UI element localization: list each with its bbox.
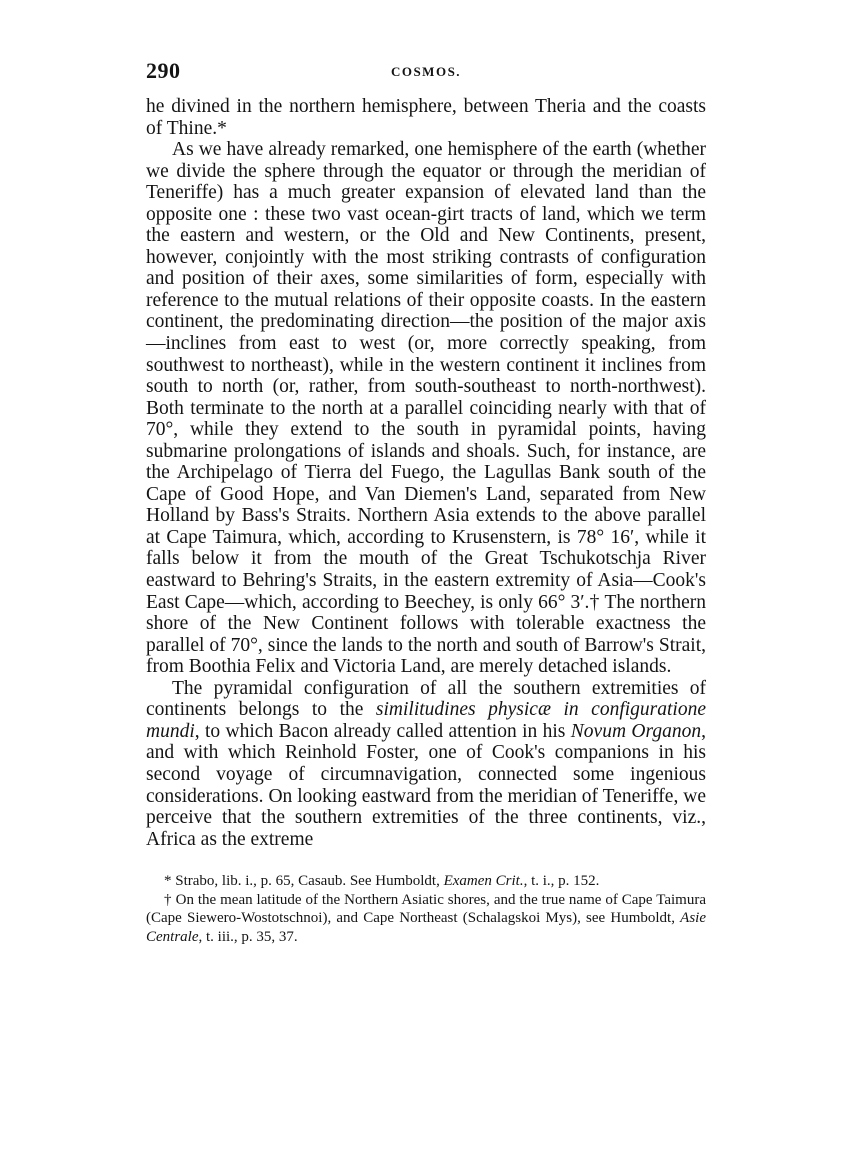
book-page <box>146 58 706 946</box>
footnote-text: * Strabo, lib. i., p. 65, Casaub. See Humboldt, <box>164 873 444 890</box>
page-number: 290 <box>146 58 181 83</box>
paragraph-text: The pyramidal configuration of all the southern extremities of continents belongs to the <box>146 677 706 721</box>
book-title: Novum Organon <box>570 720 702 742</box>
latin-phrase: similitudines physicæ in configuratione mundi <box>146 699 706 742</box>
footnotes <box>146 872 706 946</box>
paragraph: he divined in the northern hemisphere, between Theria and the coasts of Thine.* <box>146 96 706 139</box>
footnote-title: Asie Centrale <box>146 910 706 945</box>
paragraph <box>146 678 706 850</box>
footnote-text: , t. i., p. 152. <box>523 873 600 890</box>
footnote <box>146 891 706 947</box>
paragraph: As we have already remarked, one hemisphere of the earth (whether we divide the sphere through the equator or through the meridian of Teneriffe) has a much greater expansion of elevated land than the opposite one : these two vast ocean-girt tracts of land, which we term the eastern and western, or the Old and New Continents, present, however, conjointly with the most striking contrasts of configuration and position of their axes, some similarities of form, especially with reference to the mutual relations of their opposite coasts. In the eastern continent, the predominating direction—the position of the major axis—inclines from east to west (or, more correctly speaking, from southwest to northeast), while in the western continent it inclines from south to north (or, rather, from south-southeast to north-northwest). Both terminate to the north at a parallel coinciding nearly with that of 70°, while they extend to the south in pyramidal points, having submarine prolongations of islands and shoals. Such, for instance, are the Archipelago of Tierra del Fuego, the Lagullas Bank south of the Cape of Good Hope, and Van Diemen's Land, separated from New Holland by Bass's Straits. Northern Asia extends to the above parallel at Cape Taimura, which, according to Krusenstern, is 78° 16′, while it falls below it from the mouth of the Great Tschukotschja River eastward to Behring's Straits, in the eastern extremity of Asia—Cook's East Cape—which, according to Beechey, is only 66° 3′.† The northern shore of the New Continent follows with tolerable exactness the parallel of 70°, since the lands to the north and south of Barrow's Strait, from Boothia Felix and Victoria Land, are merely detached islands. <box>146 139 706 678</box>
paragraph-text: , and with which Reinhold Foster, one of Cook's companions in his second voyage of circumnavigation, connected some ingenious considerations. On looking eastward from the meridian of Teneriffe, we perceive that the southern extremities of the three continents, viz., Africa as the extreme <box>146 720 706 850</box>
paragraph-text: , to which Bacon already called attention in his <box>194 720 571 742</box>
running-title: COSMOS. <box>390 64 462 79</box>
footnote-title: Examen Crit. <box>443 873 524 890</box>
footnote <box>146 872 706 891</box>
main-text <box>146 96 706 850</box>
footnote-text: † On the mean latitude of the Northern Asiatic shores, and the true name of Cape Taimura (Cape Siewero-Wostotschnoi), and Cape Northeast (Schalagskoi Mys), see Humboldt, <box>146 891 706 927</box>
page-header <box>146 58 706 88</box>
footnote-text: , t. iii., p. 35, 37. <box>198 928 298 945</box>
